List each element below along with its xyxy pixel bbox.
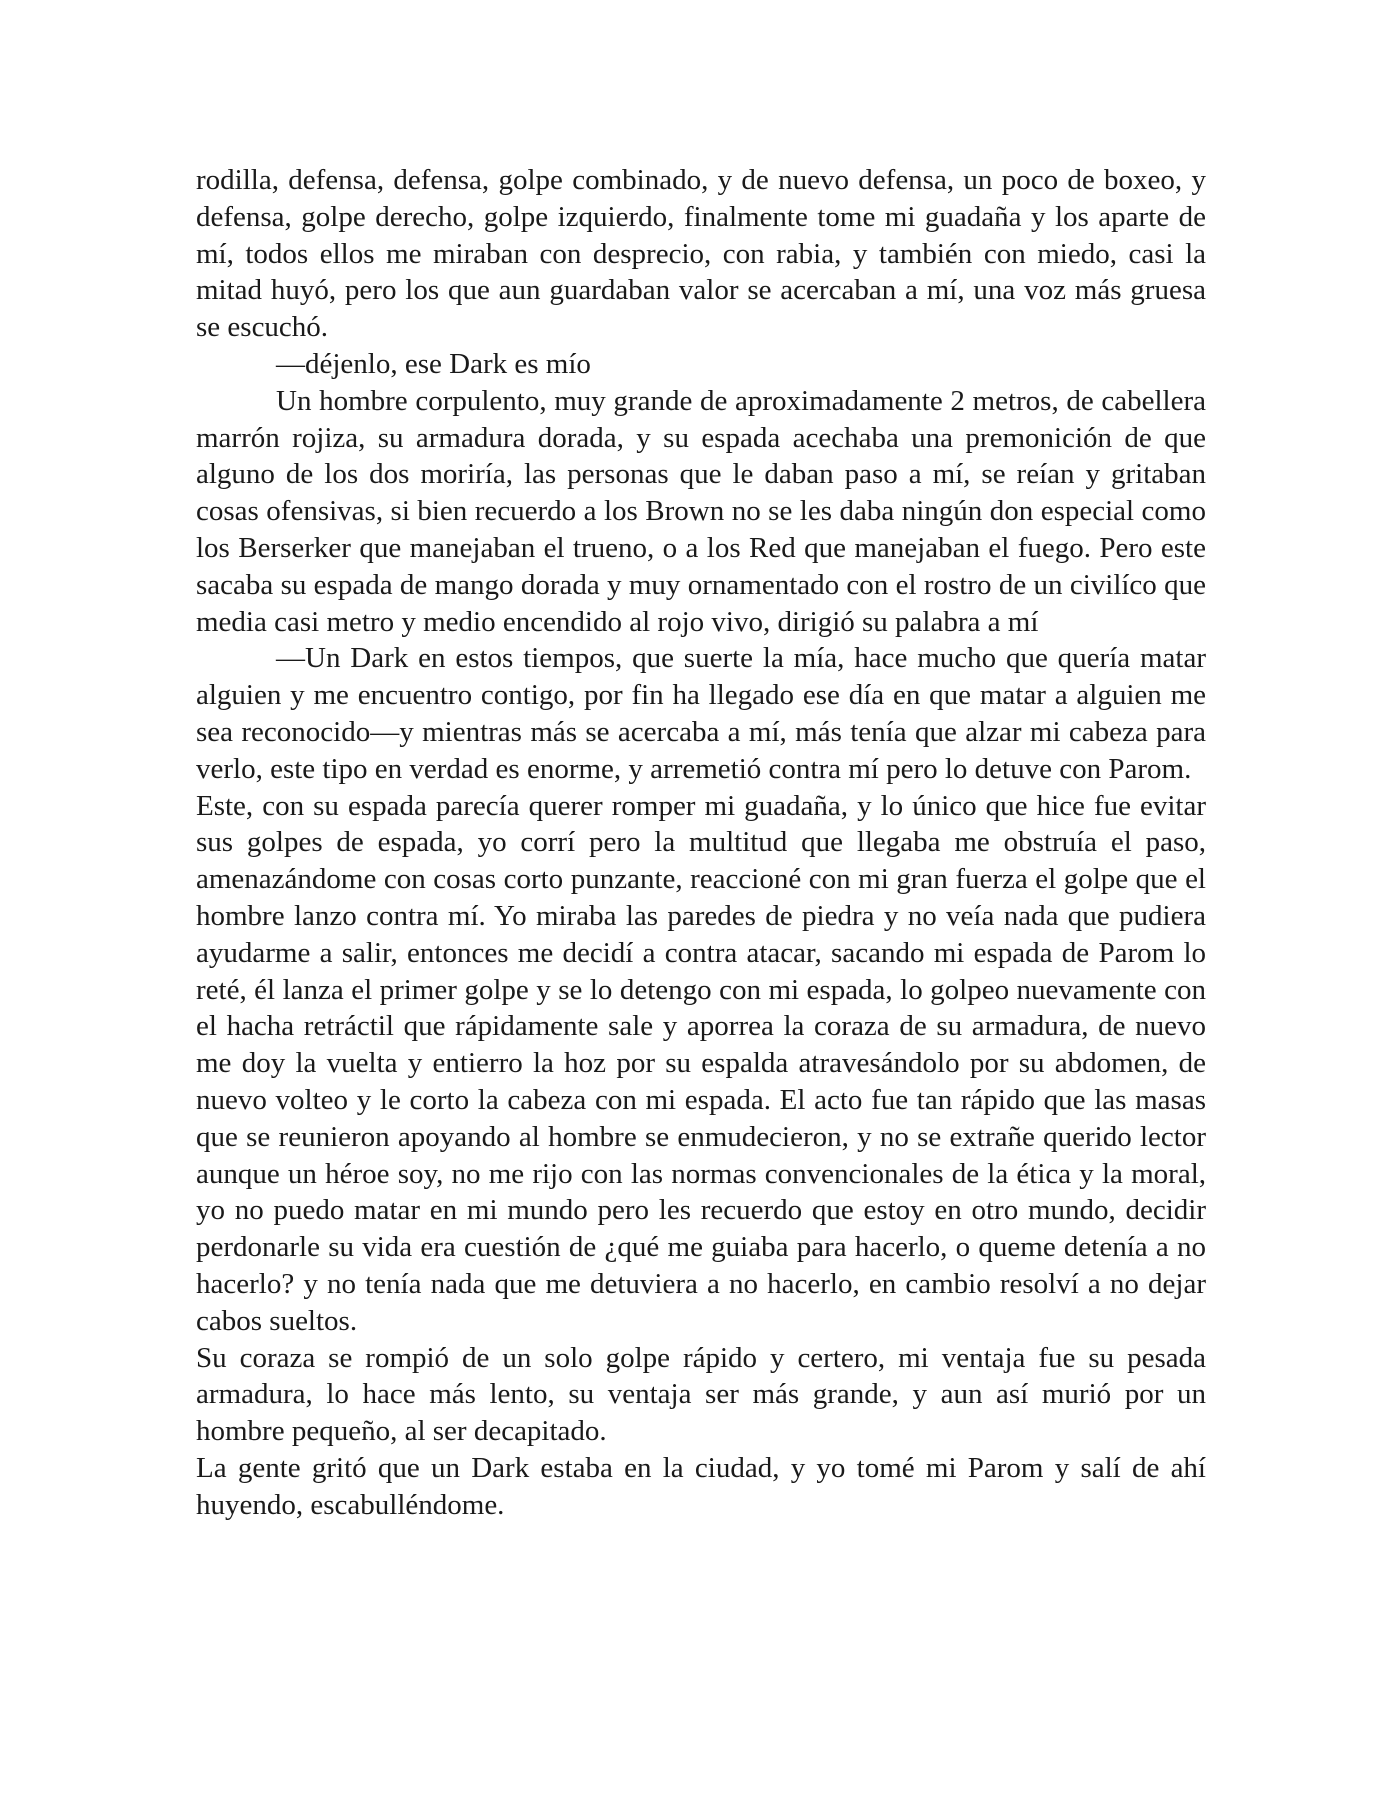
paragraph-1: rodilla, defensa, defensa, golpe combinado, y de nuevo defensa, un poco de boxeo, y defensa, golpe derecho, golpe izquierdo, finalmente tome mi guadaña y los aparte de mí, todos ellos me miraban con desprecio, con rabia, y también con miedo, casi la mitad huyó, pero los que aun guardaban valor se acercaban a mí, una voz más gruesa se escuchó. bbox=[196, 164, 1206, 344]
paragraph-3: Un hombre corpulento, muy grande de aproximadamente 2 metros, de cabellera marrón rojiza, su armadura dorada, y su espada acechaba una premonición de que alguno de los dos moriría, las personas que le daban paso a mí, se reían y gritaban cosas ofensivas, si bien recuerdo a los Brown no se les daba ningún don especial como los Berserker que manejaban el trueno, o a los Red que manejaban el fuego. Pero este sacaba su espada de mango dorada y muy ornamentado con el rostro de un civilíco que media casi metro y medio encendido al rojo vivo, dirigió su palabra a mí bbox=[196, 384, 1206, 638]
paragraph-7: La gente gritó que un Dark estaba en la ciudad, y yo tomé mi Parom y salí de ahí huyendo, escabulléndome. bbox=[196, 1451, 1206, 1521]
paragraph-2-dialogue: —déjenlo, ese Dark es mío bbox=[276, 347, 591, 380]
paragraph-6: Su coraza se rompió de un solo golpe rápido y certero, mi ventaja fue su pesada armadura, lo hace más lento, su ventaja ser más grande, y aun así murió por un hombre pequeño, al ser decapitado. bbox=[196, 1341, 1206, 1448]
paragraph-5: Este, con su espada parecía querer romper mi guadaña, y lo único que hice fue evitar sus golpes de espada, yo corrí pero la multitud que llegaba me obstruía el paso, amenazándome con cosas corto punzante, reaccioné con mi gran fuerza el golpe que el hombre lanzo contra mí. Yo miraba las paredes de piedra y no veía nada que pudiera ayudarme a salir, entonces me decidí a contra atacar, sacando mi espada de Parom lo reté, él lanza el primer golpe y se lo detengo con mi espada, lo golpeo nuevamente con el hacha retráctil que rápidamente sale y aporrea la coraza de su armadura, de nuevo me doy la vuelta y entierro la hoz por su espalda atravesándolo por su abdomen, de nuevo volteo y le corto la cabeza con mi espada. El acto fue tan rápido que las masas que se reunieron apoyando al hombre se enmudecieron, y no se extrañe querido lector aunque un héroe soy, no me rijo con las normas convencionales de la ética y la moral, yo no puedo matar en mi mundo pero les recuerdo que estoy en otro mundo, decidir perdonarle su vida era cuestión de ¿qué me guiaba para hacerlo, o queme detenía a no hacerlo? y no tenía nada que me detuviera a no hacerlo, en cambio resolví a no dejar cabos sueltos. bbox=[196, 789, 1206, 1337]
paragraph-4-dialogue: —Un Dark en estos tiempos, que suerte la mía, hace mucho que quería matar alguien y me encuentro contigo, por fin ha llegado ese día en que matar a alguien me sea reconocido—y mientras más se acercaba a mí, más tenía que alzar mi cabeza para verlo, este tipo en verdad es enorme, y arremetió contra mí pero lo detuve con Parom. bbox=[196, 642, 1206, 785]
document-page bbox=[196, 162, 1206, 1523]
